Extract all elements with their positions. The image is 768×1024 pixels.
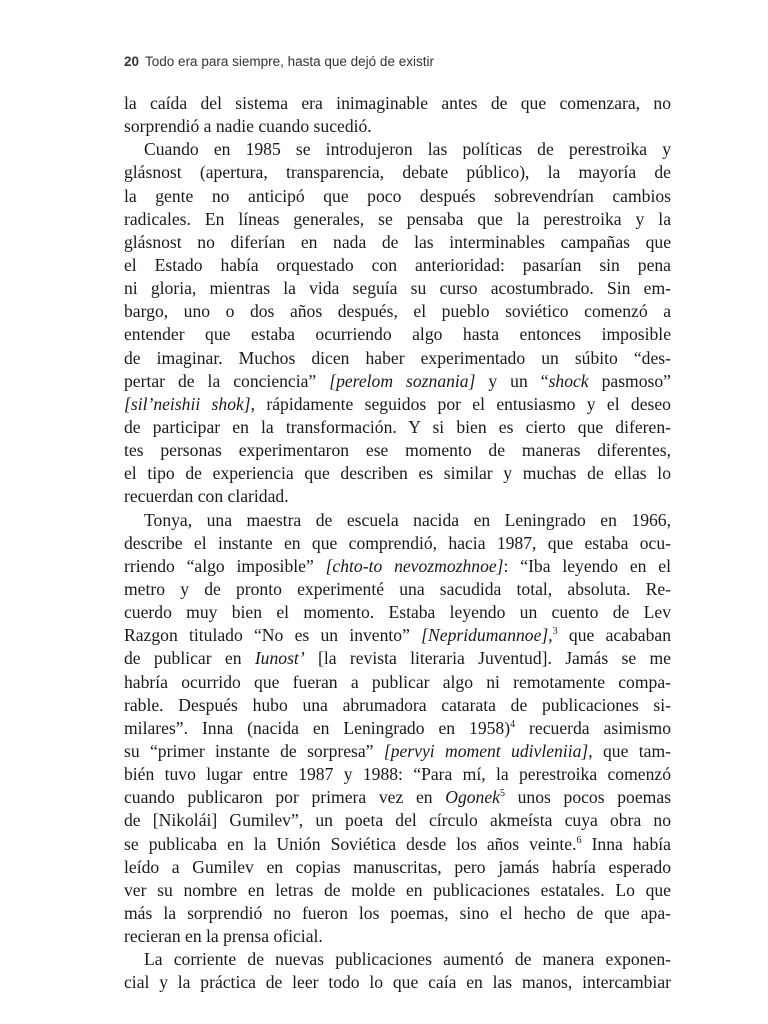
text-line [124,763,671,786]
text-line [124,323,671,346]
body-text [124,92,671,994]
text-line [124,578,671,601]
text-segment: se publicaba en la Unión Soviética desde los años veinte. [124,833,577,854]
italic-text: [sil’neishii shok] [124,393,251,414]
text-segment: de imaginar. Muchos dicen haber experimentado un súbito “des- [124,347,671,368]
text-line [124,647,671,670]
text-segment: leído a Gumilev en copias manuscritas, pero jamás habría esperado [124,856,671,877]
text-segment: tes personas experimentaron ese momento de maneras diferentes, [124,440,671,461]
text-segment: bargo, uno o dos años después, el pueblo soviético comenzó a [124,301,671,322]
text-line [124,809,671,832]
text-line [124,138,671,161]
text-line [124,948,671,971]
italic-text: [pervyi moment udivleniia] [383,740,589,761]
text-segment: recieran en la prensa oficial. [124,926,323,947]
text-line [124,856,671,879]
text-segment: sorprendió a nadie cuando sucedió. [124,116,372,137]
text-segment: ver su nombre en letras de molde en publicaciones estatales. Lo que [124,879,671,900]
text-segment: que acababan [557,625,672,646]
text-segment: glásnost (apertura, transparencia, debate público), la mayoría de [124,162,671,183]
text-line [124,694,671,717]
text-line [124,92,671,115]
text-line [124,161,671,184]
text-line [124,925,671,948]
text-segment: Tonya, una maestra de escuela nacida en Leningrado en 1966, [144,509,671,530]
italic-text: [perelom soznania] [329,370,476,391]
text-segment: de [Nikolái] Gumilev”, un poeta del círculo akmeísta cuya obra no [124,810,671,831]
text-segment: La corriente de nuevas publicaciones aumentó de manera exponen- [144,949,671,970]
running-head [124,54,434,69]
text-line [124,971,671,994]
text-line [124,393,671,416]
text-line [124,717,671,740]
text-segment: bién tuvo lugar entre 1987 y 1988: “Para mí, la perestroika comenzó [124,764,671,785]
text-segment: glásnost no diferían en nada de las interminables campañas que [124,231,671,252]
text-line [124,740,671,763]
text-line [124,555,671,578]
text-line [124,833,671,856]
text-segment: de publicar en [124,648,255,669]
text-segment: cial y la práctica de leer todo lo que caía en las manos, intercambiar [124,972,671,993]
text-segment: milares”. Inna (nacida en Leningrado en 1958) [124,717,511,738]
text-segment: y un “ [475,370,549,391]
italic-text: shock [548,370,589,391]
text-segment: : “Iba leyendo en el [503,555,671,576]
footnote-marker: 6 [576,834,582,846]
text-line [124,485,671,508]
text-segment: radicales. En líneas generales, se pensaba que la perestroika y la [124,208,671,229]
text-line [124,185,671,208]
text-line [124,671,671,694]
text-line [124,300,671,323]
text-segment: cuerdo muy bien el momento. Estaba leyendo un cuento de Lev [124,602,671,623]
italic-text: [Nepridumannoe] [421,625,549,646]
text-line [124,509,671,532]
text-segment: entender que estaba ocurriendo algo hasta entonces imposible [124,324,671,345]
text-segment: rable. Después hubo una abrumadora catarata de publicaciones si- [124,694,671,715]
text-segment: Razgon titulado “No es un invento” [124,625,422,646]
text-line [124,231,671,254]
text-segment: Cuando en 1985 se introdujeron las políticas de perestroika y [144,139,671,160]
text-segment: metro y de pronto experimenté una sacudida total, absoluta. Re- [124,578,671,599]
text-line [124,786,671,809]
text-line [124,254,671,277]
text-segment: , [548,625,553,646]
text-segment: pertar de la conciencia” [124,370,330,391]
text-line [124,277,671,300]
page-number: 20 [124,54,140,69]
text-segment: ni gloria, mientras la vida seguía su curso acostumbrado. Sin em- [124,278,671,299]
text-segment: Inna había [581,833,671,854]
text-line [124,902,671,925]
text-segment: la caída del sistema era inimaginable antes de que comenzara, no [124,93,671,113]
text-line [124,462,671,485]
text-line [124,532,671,555]
text-segment: , que tam- [588,740,671,761]
footnote-marker: 4 [510,718,516,730]
text-segment: habría ocurrido que fueran a publicar algo ni remotamente compa- [124,671,671,692]
text-segment: rriendo “algo imposible” [124,555,326,576]
text-segment: recuerdan con claridad. [124,486,289,507]
text-segment: de participar en la transformación. Y si bien es cierto que diferen- [124,416,671,437]
text-segment: pasmoso” [588,370,671,391]
text-segment: el Estado había orquestado con anterioridad: pasarían sin pena [124,254,671,275]
text-segment: unos pocos poemas [504,787,671,808]
text-segment: describe el instante en que comprendió, hacia 1987, que estaba ocu- [124,532,671,553]
footnote-marker: 5 [499,788,505,800]
text-line [124,370,671,393]
text-segment: , rápidamente seguidos por el entusiasmo y el deseo [250,393,671,414]
text-line [124,879,671,902]
footnote-marker: 3 [552,626,558,638]
text-line [124,347,671,370]
text-segment: su “primer instante de sorpresa” [124,740,384,761]
text-line [124,208,671,231]
text-segment: el tipo de experiencia que describen es similar y muchas de ellas lo [124,463,671,484]
text-segment: la gente no anticipó que poco después sobrevendrían cambios [124,185,671,206]
text-line [124,601,671,624]
text-line [124,624,671,647]
text-segment: más la sorprendió no fueron los poemas, sino el hecho de que apa- [124,902,671,923]
text-line [124,115,671,138]
text-segment: [la revista literaria Juventud]. Jamás se me [304,648,671,669]
text-segment: recuerda asimismo [515,717,671,738]
text-segment: cuando publicaron por primera vez en [124,787,446,808]
running-title: Todo era para siempre, hasta que dejó de existir [145,54,434,69]
text-line [124,416,671,439]
italic-text: Iunost’ [254,648,305,669]
italic-text: Ogonek [445,787,500,808]
italic-text: [chto-to nevozmozhnoe] [325,555,504,576]
text-line [124,439,671,462]
